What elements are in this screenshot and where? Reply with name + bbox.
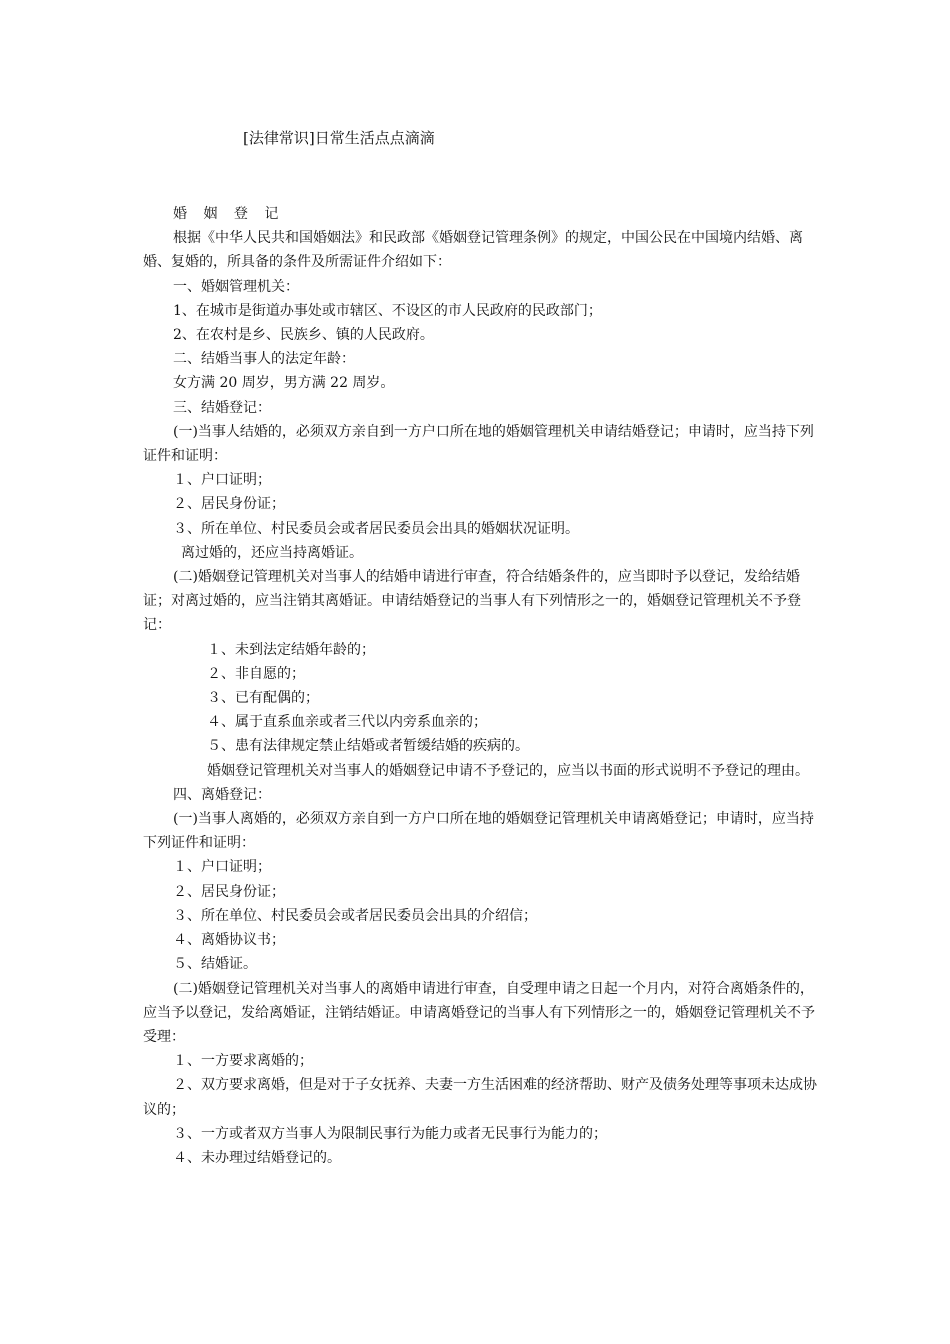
section-4-doc-item: １、户口证明； [173, 859, 271, 876]
section-1-item: 1、在城市是街道办事处或市辖区、不设区的市人民政府的民政部门； [173, 302, 602, 319]
section-3-refuse-item: １、未到法定结婚年龄的； [207, 641, 375, 658]
section-3-paragraph-2: (二)婚姻登记管理机关对当事人的结婚申请进行审查，符合结婚条件的，应当即时予以登记，发给结婚证；对离过婚的，应当注销其离婚证。申请结婚登记的当事人有下列情形之一的，婚姻登记管理机关不予登记： [143, 569, 801, 634]
section-3-refuse-item: ４、属于直系血亲或者三代以内旁系血亲的； [207, 714, 487, 731]
section-3-paragraph-1: (一)当事人结婚的，必须双方亲自到一方户口所在地的婚姻管理机关申请结婚登记；申请时，应当持下列证件和证明： [143, 423, 814, 465]
document-body [143, 202, 823, 1170]
section-3-note: 离过婚的，还应当持离婚证。 [181, 544, 363, 561]
section-4-paragraph-2: (二)婚姻登记管理机关对当事人的离婚申请进行审查，自受理申请之日起一个月内，对符合离婚条件的，应当予以登记，发给离婚证，注销结婚证。申请离婚登记的当事人有下列情形之一的，婚姻登记管理机关不予受理： [143, 980, 815, 1045]
section-4-refuse-item: ３、一方或者双方当事人为限制民事行为能力或者无民事行为能力的； [173, 1125, 607, 1142]
section-3-paragraph-3: 婚姻登记管理机关对当事人的婚姻登记申请不予登记的，应当以书面的形式说明不予登记的理由。 [207, 762, 809, 779]
section-2-text: 女方满 20 周岁，男方满 22 周岁。 [173, 375, 395, 392]
section-3-doc-item: ２、居民身份证； [173, 496, 285, 513]
section-4-doc-item: ３、所在单位、村民委员会或者居民委员会出具的介绍信； [173, 907, 537, 924]
section-3-refuse-item: ３、已有配偶的； [207, 690, 319, 707]
section-4-refuse-item: １、一方要求离婚的； [173, 1053, 313, 1070]
section-3-doc-item: １、户口证明； [173, 472, 271, 489]
section-3-doc-item: ３、所在单位、村民委员会或者居民委员会出具的婚姻状况证明。 [173, 520, 579, 537]
section-4-paragraph-1: (一)当事人离婚的，必须双方亲自到一方户口所在地的婚姻登记管理机关申请离婚登记；申请时，应当持下列证件和证明： [143, 811, 814, 852]
section-3-refuse-item: ２、非自愿的； [207, 665, 305, 682]
section-4-doc-item: ２、居民身份证； [173, 883, 285, 900]
section-3-head: 三、结婚登记： [173, 399, 271, 416]
section-4-refuse-item: ４、未办理过结婚登记的。 [173, 1149, 341, 1166]
section-3-refuse-item: ５、患有法律规定禁止结婚或者暂缓结婚的疾病的。 [207, 738, 529, 755]
document-title: [法律常识]日常生活点点滴滴 [243, 129, 435, 147]
section-heading: 婚 姻 登 记 [173, 206, 285, 222]
intro-paragraph: 根据《中华人民共和国婚姻法》和民政部《婚姻登记管理条例》的规定，中国公民在中国境内结婚、离婚、复婚的，所具备的条件及所需证件介绍如下： [143, 230, 803, 271]
section-4-refuse-item: ２、双方要求离婚，但是对于子女抚养、夫妻一方生活困难的经济帮助、财产及债务处理等事项未达成协议的； [143, 1077, 817, 1118]
section-2-head: 二、结婚当事人的法定年龄： [173, 351, 355, 368]
section-1-head: 一、婚姻管理机关： [173, 278, 299, 295]
section-4-doc-item: ５、结婚证。 [173, 956, 257, 973]
section-4-doc-item: ４、离婚协议书； [173, 932, 285, 949]
section-4-head: 四、离婚登记： [173, 786, 271, 803]
section-1-item: 2、在农村是乡、民族乡、镇的人民政府。 [173, 327, 434, 344]
